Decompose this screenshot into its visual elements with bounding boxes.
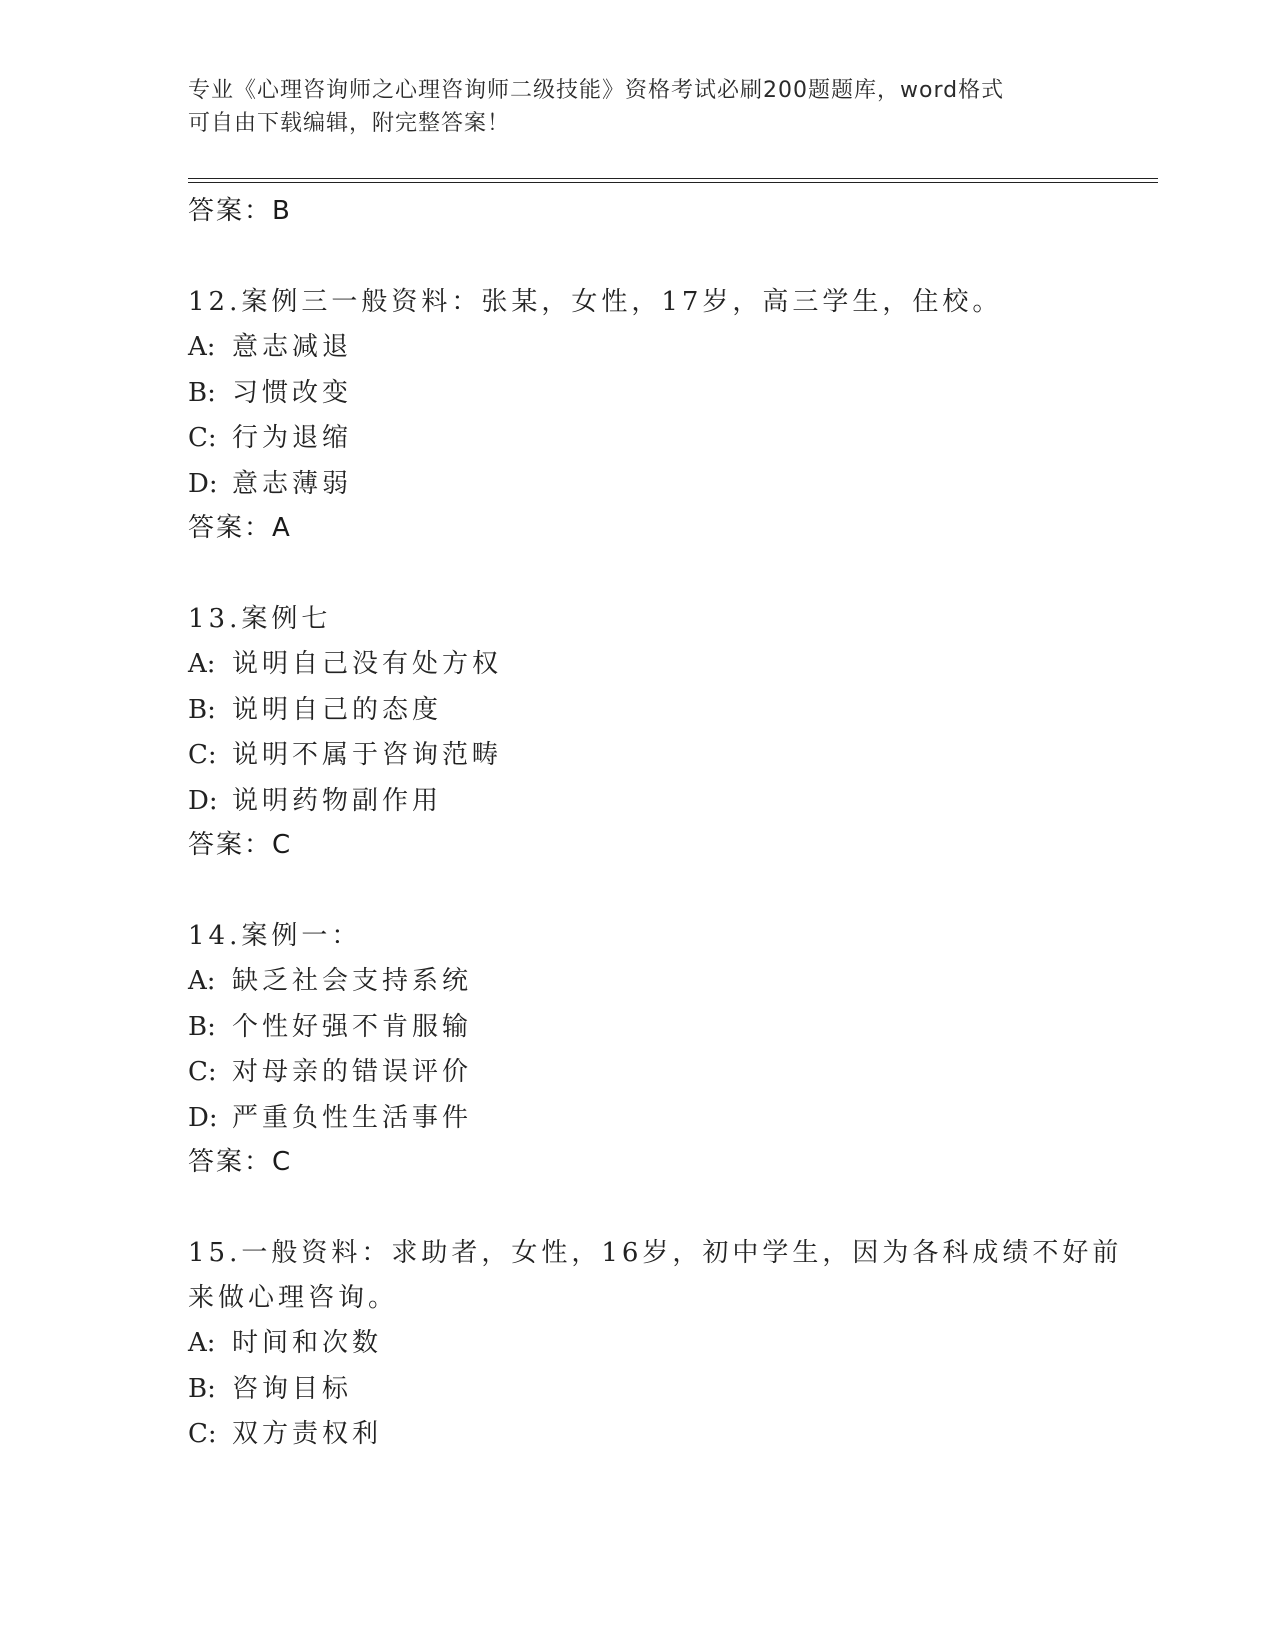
- option-text: 行为退缩: [232, 423, 353, 453]
- option-d: [188, 1096, 1128, 1142]
- header-line-2: 可自由下载编辑，附完整答案！: [188, 111, 511, 136]
- option-a: [188, 325, 1128, 371]
- option-letter: C:: [188, 423, 217, 453]
- question-14: [188, 914, 1128, 1183]
- option-text: 双方责权利: [232, 1419, 383, 1449]
- option-text: 严重负性生活事件: [232, 1102, 473, 1133]
- answer-label: 答案：C: [188, 830, 293, 860]
- option-a: [188, 959, 1128, 1005]
- question-stem: 13.案例七: [188, 604, 332, 634]
- question-stem: 12.案例三一般资料：张某，女性，17岁，高三学生，住校。: [188, 287, 1003, 317]
- option-text: 说明自己的态度: [232, 694, 443, 725]
- option-text: 缺乏社会支持系统: [232, 966, 473, 996]
- option-letter: B:: [188, 694, 216, 725]
- option-text: 对母亲的错误评价: [232, 1057, 473, 1087]
- option-text: 说明药物副作用: [232, 785, 443, 816]
- option-b: [188, 371, 1128, 417]
- header-divider: [188, 178, 1158, 183]
- answer-label: 答案：C: [188, 1147, 293, 1177]
- option-letter: C:: [188, 740, 217, 770]
- option-c: [188, 733, 1128, 779]
- option-letter: C:: [188, 1419, 217, 1449]
- question-stem: 14.案例一：: [188, 921, 362, 951]
- option-text: 时间和次数: [232, 1328, 383, 1358]
- question-12: [188, 280, 1128, 549]
- option-d: [188, 462, 1128, 508]
- option-text: 个性好强不肯服输: [232, 1011, 473, 1042]
- option-letter: A:: [188, 332, 216, 362]
- question-content: [188, 190, 1128, 1458]
- option-c: [188, 1412, 1128, 1458]
- option-b: [188, 1005, 1128, 1051]
- question-13: [188, 597, 1128, 866]
- option-text: 意志薄弱: [232, 468, 353, 499]
- option-a: [188, 642, 1128, 688]
- option-text: 习惯改变: [232, 377, 353, 408]
- option-text: 说明自己没有处方权: [232, 649, 503, 679]
- option-letter: D:: [188, 1102, 218, 1133]
- option-letter: D:: [188, 468, 218, 499]
- option-b: [188, 688, 1128, 734]
- answer-label: 答案：B: [188, 196, 292, 226]
- answer-label: 答案：A: [188, 513, 292, 543]
- option-letter: B:: [188, 1011, 216, 1042]
- option-text: 说明不属于咨询范畴: [232, 740, 503, 770]
- option-letter: B:: [188, 377, 216, 408]
- option-c: [188, 1050, 1128, 1096]
- question-stem: 15.一般资料：求助者，女性，16岁，初中学生，因为各科成绩不好前来做心理咨询。: [188, 1238, 1123, 1313]
- option-text: 咨询目标: [232, 1373, 353, 1404]
- option-letter: A:: [188, 1328, 216, 1358]
- option-letter: A:: [188, 649, 216, 679]
- option-letter: B:: [188, 1373, 216, 1404]
- option-b: [188, 1367, 1128, 1413]
- header-line-1: 专业《心理咨询师之心理咨询师二级技能》资格考试必刷200题题库，word格式: [188, 78, 1005, 103]
- option-d: [188, 779, 1128, 825]
- option-letter: C:: [188, 1057, 217, 1087]
- document-header: [188, 74, 1088, 140]
- option-letter: A:: [188, 966, 216, 996]
- option-letter: D:: [188, 785, 218, 816]
- option-text: 意志减退: [232, 332, 353, 362]
- option-a: [188, 1321, 1128, 1367]
- option-c: [188, 416, 1128, 462]
- question-15: [188, 1231, 1128, 1458]
